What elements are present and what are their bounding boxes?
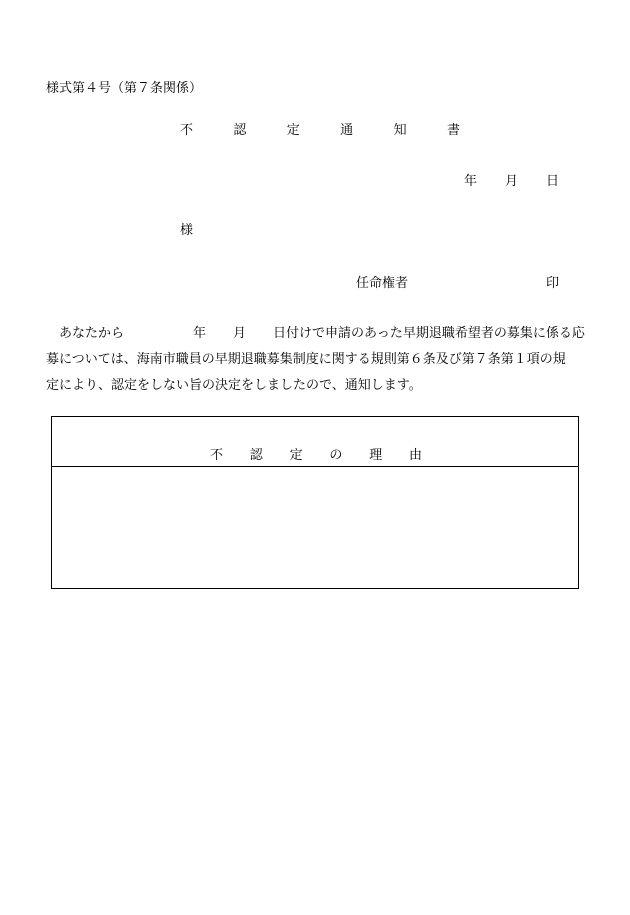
reason-content-area: [52, 467, 578, 588]
reason-title-char: 不: [210, 448, 224, 463]
form-number: 様式第４号（第７条関係）: [46, 81, 203, 96]
reason-title-char: 定: [289, 448, 303, 463]
recipient-line: 様: [180, 223, 194, 238]
body-line-1-suffix: 日付けで申請のあった早期退職希望者の募集に係る応: [273, 326, 585, 341]
document-title: [180, 124, 460, 137]
title-char: 通: [340, 123, 354, 138]
title-char: 書: [446, 123, 460, 138]
title-char: 認: [233, 123, 247, 138]
title-char: 定: [286, 123, 300, 138]
body-line-1-year: 年: [193, 326, 207, 341]
notice-body: [46, 321, 594, 399]
body-line-3: 定により、認定をしない旨の決定をしましたので、通知します。: [46, 378, 422, 393]
reason-title-char: 認: [249, 448, 263, 463]
reason-title: [210, 449, 422, 462]
reason-table: [51, 416, 579, 589]
body-line-1: [46, 321, 594, 347]
reason-header: [52, 417, 578, 467]
body-line-1-month: 月: [233, 326, 247, 341]
reason-title-char: 由: [408, 448, 422, 463]
body-line-2: 募については、海南市職員の早期退職募集制度に関する規則第６条及び第７条第１項の規: [46, 352, 566, 367]
title-char: 知: [393, 123, 407, 138]
date-year: 年: [464, 174, 478, 189]
seal-mark: 印: [546, 276, 560, 291]
reason-title-char: の: [329, 448, 343, 463]
title-char: 不: [180, 123, 194, 138]
reason-title-char: 理: [369, 448, 383, 463]
date-day: 日: [546, 174, 560, 189]
body-line-1-prefix: あなたから: [59, 326, 125, 341]
date-line: [464, 175, 559, 188]
appointer-label: 任命権者: [356, 276, 409, 291]
date-month: 月: [505, 174, 519, 189]
